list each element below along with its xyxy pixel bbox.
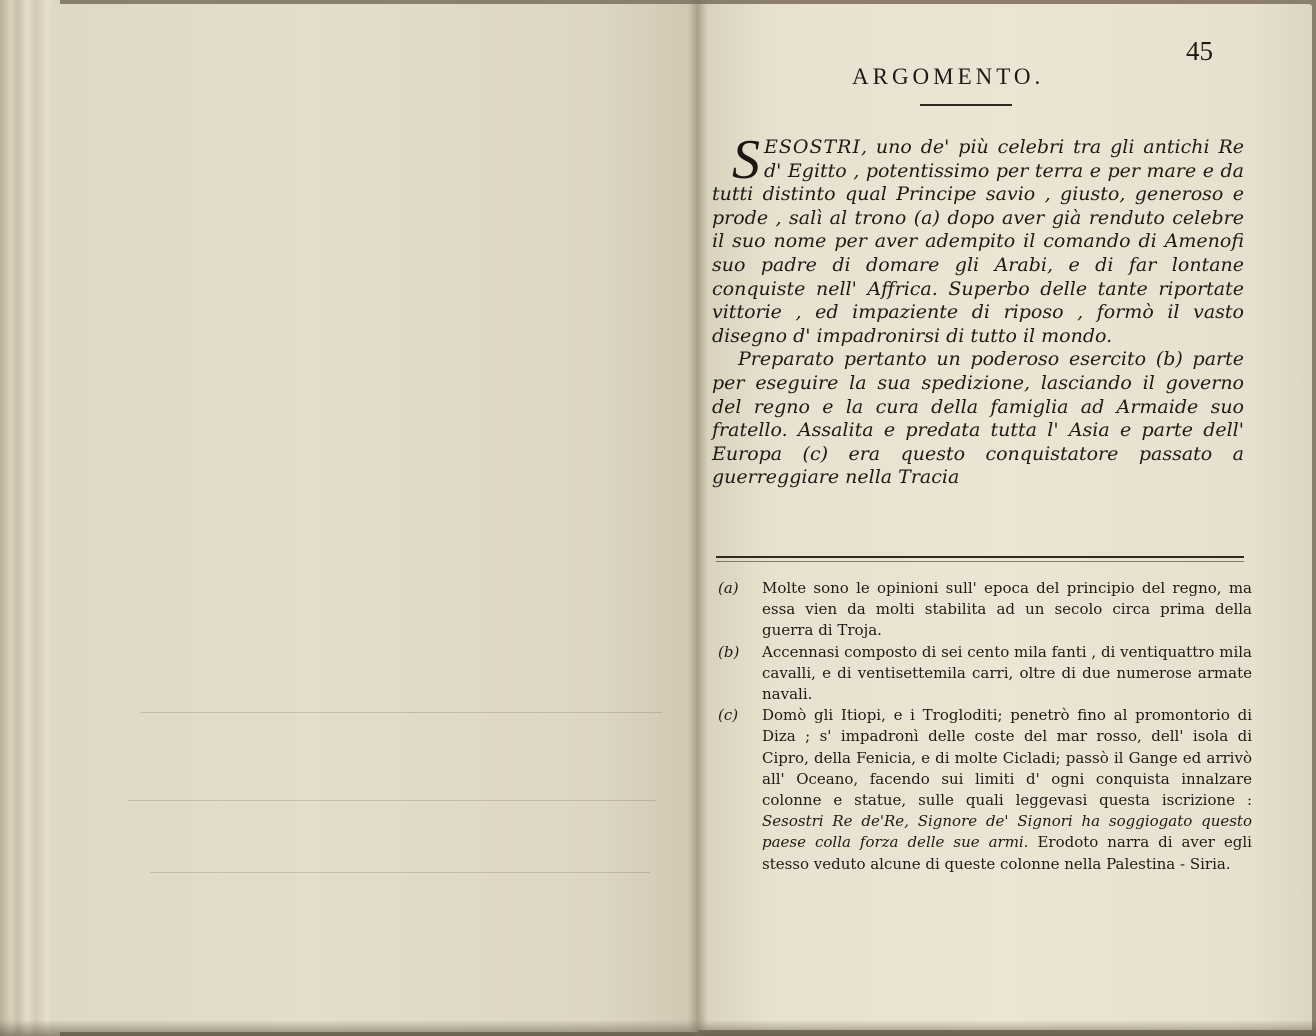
- footnote-b: [716, 642, 1252, 706]
- paragraph-1-text: , uno de' più celebri tra gli antichi Re d' Egitto , potentissimo per terra e per mare e da tutti distinto qual Principe savio , giusto, generoso e prode , salì al trono (a) dopo aver già renduto celebre il suo nome per aver adempito il comando di Amenofi suo padre di domare gli Arabi, e di far lontane conquiste nell' Affrica. Superbo delle tante riportate vittorie , ed impaziente di riposo , formò il vasto disegno d' impadronirsi di tutto il mondo.: [712, 136, 1244, 347]
- name-smallcaps: ESOSTRI: [764, 136, 861, 158]
- paragraph-2: Preparato pertanto un poderoso esercito (b) parte per eseguire la sua spedizione, lasciando il governo del regno e la cura della famiglia ad Armaide suo fratello. Assalita e predata tutta l' Asia e parte dell' Europa (c) era questo conquistatore passato a guerreggiare nella Tracia: [712, 348, 1244, 489]
- bleed-rule: [128, 800, 656, 801]
- footnote-mark: (b): [718, 642, 740, 661]
- left-page: [50, 4, 698, 1032]
- footnote-c: [716, 705, 1252, 875]
- heading-rule: [920, 104, 1012, 106]
- footnote-text: Domò gli Itiopi, e i Trogloditi; penetrò fino al promontorio di Diza ; s' impadronì delle coste del mar rosso, dell' isola di Cipro, della Fenicia, e di molte Cicladi; passò il Gange ed arrivò all' Oceano, facendo sui limiti d' ogni conquista innalzare colonne e statue, sulle quali leggevasi questa iscrizione :: [762, 706, 1252, 810]
- bottom-shadow: [0, 1020, 1316, 1036]
- bleed-rule: [140, 712, 662, 713]
- footnote-mark: (c): [718, 706, 739, 725]
- footnote-rule-secondary: [716, 561, 1244, 562]
- footnote-text: Molte sono le opinioni sull' epoca del principio del regno, ma essa vien da molti stabilita ad un secolo circa prima della guerra di Troja.: [762, 579, 1252, 640]
- footnotes: [716, 578, 1252, 875]
- footnote-text: Accennasi composto di sei cento mila fanti , di ventiquattro mila cavalli, e di ventisettemila carri, oltre di due numerose armate navali.: [762, 642, 1252, 704]
- footnote-a: [716, 578, 1252, 642]
- paragraph-1: [712, 129, 1244, 348]
- page-heading: ARGOMENTO.: [852, 64, 1045, 89]
- footnote-inscription: Sesostri Re de'Re, Signore de' Signori ha soggiogato questo paese colla forza delle sue armi.: [762, 812, 1252, 852]
- argument-text: [712, 129, 1244, 490]
- footnote-rule: [716, 556, 1244, 558]
- drop-cap: S: [732, 129, 760, 191]
- footnote-text-end: Erodoto narra di aver egli stesso veduto alcune di queste colonne nella Palestina - Siria.: [762, 833, 1252, 873]
- page-number: 45: [1186, 36, 1213, 66]
- bleed-rule: [150, 872, 650, 873]
- book-gutter: [688, 0, 708, 1036]
- footnote-mark: (a): [718, 579, 739, 597]
